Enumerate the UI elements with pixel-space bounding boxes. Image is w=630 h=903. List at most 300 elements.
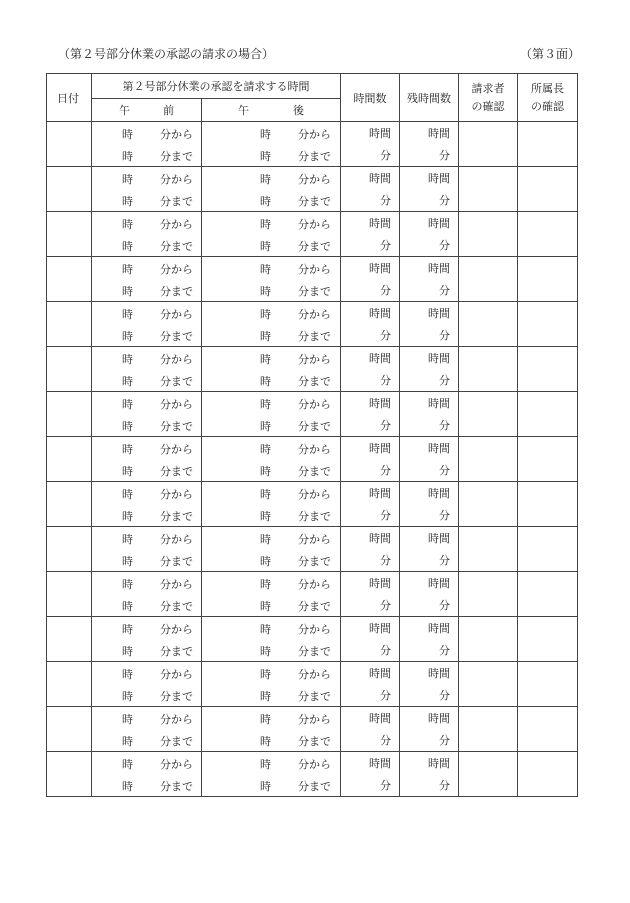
head-confirm-cell[interactable] xyxy=(518,167,578,212)
head-confirm-cell[interactable] xyxy=(518,257,578,302)
entry-row-from xyxy=(47,617,578,640)
pm-from-cell[interactable] xyxy=(202,482,341,505)
date-cell[interactable] xyxy=(47,392,92,437)
header-head-confirm-line2: の確認 xyxy=(531,99,564,113)
pm-from-cell[interactable] xyxy=(202,257,341,280)
pm-until-cell[interactable] xyxy=(202,459,341,482)
head-confirm-cell[interactable] xyxy=(518,122,578,167)
hours-cell[interactable]: 時間 xyxy=(341,707,400,730)
header-remaining: 残時間数 xyxy=(400,74,459,122)
entry-row-from xyxy=(47,527,578,550)
am-from-cell[interactable] xyxy=(92,527,202,550)
remaining-minutes-cell[interactable]: 分 xyxy=(400,234,459,257)
minutes-cell[interactable]: 分 xyxy=(341,324,400,347)
am-until-hour-label: 時 xyxy=(122,285,133,298)
requester-confirm-cell[interactable] xyxy=(459,572,518,617)
am-until-cell[interactable] xyxy=(92,594,202,617)
date-cell[interactable] xyxy=(47,257,92,302)
minutes-cell[interactable]: 分 xyxy=(341,504,400,527)
am-until-cell[interactable] xyxy=(92,684,202,707)
pm-from-cell[interactable] xyxy=(202,437,341,460)
remaining-minutes-cell[interactable]: 分 xyxy=(400,684,459,707)
pm-until-cell[interactable] xyxy=(202,549,341,572)
head-confirm-cell[interactable] xyxy=(518,302,578,347)
am-from-minute-label: 分から xyxy=(160,128,193,141)
pm-until-cell[interactable] xyxy=(202,189,341,212)
pm-from-minute-label: 分から xyxy=(298,488,331,501)
pm-until-hour-label: 時 xyxy=(260,465,271,478)
am-until-cell[interactable] xyxy=(92,144,202,167)
pm-until-cell[interactable] xyxy=(202,369,341,392)
pm-from-cell[interactable] xyxy=(202,167,341,190)
pm-until-hour-label: 時 xyxy=(260,555,271,568)
remaining-minutes-cell[interactable]: 分 xyxy=(400,729,459,752)
am-from-hour-label: 時 xyxy=(122,308,133,321)
remaining-minutes-cell[interactable]: 分 xyxy=(400,414,459,437)
date-cell[interactable] xyxy=(47,212,92,257)
date-cell[interactable] xyxy=(47,662,92,707)
am-from-cell[interactable] xyxy=(92,617,202,640)
hours-cell[interactable]: 時間 xyxy=(341,572,400,595)
pm-from-minute-label: 分から xyxy=(298,623,331,636)
hours-cell[interactable]: 時間 xyxy=(341,347,400,370)
am-until-minute-label: 分まで xyxy=(160,645,193,658)
am-until-hour-label: 時 xyxy=(122,465,133,478)
pm-until-hour-label: 時 xyxy=(260,600,271,613)
am-from-minute-label: 分から xyxy=(160,263,193,276)
am-from-minute-label: 分から xyxy=(160,443,193,456)
am-until-hour-label: 時 xyxy=(122,690,133,703)
minutes-cell[interactable]: 分 xyxy=(341,144,400,167)
header-pm: 午 後 xyxy=(202,99,341,122)
pm-from-minute-label: 分から xyxy=(298,218,331,231)
remaining-hours-cell[interactable]: 時間 xyxy=(400,662,459,685)
pm-until-cell[interactable] xyxy=(202,324,341,347)
date-cell[interactable] xyxy=(47,617,92,662)
pm-from-minute-label: 分から xyxy=(298,353,331,366)
hours-cell[interactable]: 時間 xyxy=(341,122,400,145)
head-confirm-cell[interactable] xyxy=(518,707,578,752)
header-requester-confirm-line2: の確認 xyxy=(471,99,505,113)
am-from-hour-label: 時 xyxy=(122,713,133,726)
pm-until-hour-label: 時 xyxy=(260,690,271,703)
requester-confirm-cell[interactable] xyxy=(459,347,518,392)
entry-row-from xyxy=(47,752,578,775)
requester-confirm-cell[interactable] xyxy=(459,662,518,707)
entry-row-from xyxy=(47,392,578,415)
head-confirm-cell[interactable] xyxy=(518,527,578,572)
pm-from-minute-label: 分から xyxy=(298,578,331,591)
am-until-minute-label: 分まで xyxy=(160,195,193,208)
am-from-hour-label: 時 xyxy=(122,758,133,771)
date-cell[interactable] xyxy=(47,527,92,572)
am-from-minute-label: 分から xyxy=(160,398,193,411)
remaining-minutes-cell[interactable]: 分 xyxy=(400,459,459,482)
minutes-cell[interactable]: 分 xyxy=(341,369,400,392)
pm-until-hour-label: 時 xyxy=(260,420,271,433)
remaining-hours-cell[interactable]: 時間 xyxy=(400,752,459,775)
pm-from-hour-label: 時 xyxy=(260,713,271,726)
pm-from-minute-label: 分から xyxy=(298,443,331,456)
am-from-cell[interactable] xyxy=(92,707,202,730)
pm-from-minute-label: 分から xyxy=(298,398,331,411)
pm-until-minute-label: 分まで xyxy=(298,375,331,388)
am-from-minute-label: 分から xyxy=(160,488,193,501)
am-until-cell[interactable] xyxy=(92,234,202,257)
requester-confirm-cell[interactable] xyxy=(459,302,518,347)
entry-row-from xyxy=(47,302,578,325)
am-until-cell[interactable] xyxy=(92,459,202,482)
am-until-hour-label: 時 xyxy=(122,240,133,253)
pm-until-hour-label: 時 xyxy=(260,645,271,658)
remaining-hours-cell[interactable]: 時間 xyxy=(400,527,459,550)
pm-from-minute-label: 分から xyxy=(298,263,331,276)
pm-from-minute-label: 分から xyxy=(298,758,331,771)
am-from-cell[interactable] xyxy=(92,572,202,595)
entry-row-from xyxy=(47,707,578,730)
pm-from-cell[interactable] xyxy=(202,122,341,145)
hours-cell[interactable]: 時間 xyxy=(341,482,400,505)
remaining-minutes-cell[interactable]: 分 xyxy=(400,144,459,167)
remaining-minutes-cell[interactable]: 分 xyxy=(400,594,459,617)
date-cell[interactable] xyxy=(47,302,92,347)
am-until-cell[interactable] xyxy=(92,504,202,527)
date-cell[interactable] xyxy=(47,707,92,752)
remaining-hours-cell[interactable]: 時間 xyxy=(400,482,459,505)
am-from-minute-label: 分から xyxy=(160,623,193,636)
am-until-minute-label: 分まで xyxy=(160,465,193,478)
am-from-cell[interactable] xyxy=(92,752,202,775)
requester-confirm-cell[interactable] xyxy=(459,617,518,662)
pm-from-cell[interactable] xyxy=(202,752,341,775)
pm-until-hour-label: 時 xyxy=(260,780,271,793)
am-from-cell[interactable] xyxy=(92,212,202,235)
entry-row-from xyxy=(47,212,578,235)
remaining-minutes-cell[interactable]: 分 xyxy=(400,504,459,527)
hours-cell[interactable]: 時間 xyxy=(341,212,400,235)
date-cell[interactable] xyxy=(47,572,92,617)
am-until-cell[interactable] xyxy=(92,324,202,347)
requester-confirm-cell[interactable] xyxy=(459,527,518,572)
pm-until-hour-label: 時 xyxy=(260,150,271,163)
remaining-hours-cell[interactable]: 時間 xyxy=(400,392,459,415)
pm-until-minute-label: 分まで xyxy=(298,555,331,568)
am-until-hour-label: 時 xyxy=(122,600,133,613)
header-hours: 時間数 xyxy=(341,74,400,122)
hours-cell[interactable]: 時間 xyxy=(341,392,400,415)
am-until-cell[interactable] xyxy=(92,279,202,302)
am-from-cell[interactable] xyxy=(92,302,202,325)
remaining-hours-cell[interactable]: 時間 xyxy=(400,302,459,325)
pm-from-hour-label: 時 xyxy=(260,578,271,591)
am-until-minute-label: 分まで xyxy=(160,420,193,433)
pm-until-hour-label: 時 xyxy=(260,510,271,523)
minutes-cell[interactable]: 分 xyxy=(341,279,400,302)
am-until-hour-label: 時 xyxy=(122,420,133,433)
pm-from-cell[interactable] xyxy=(202,302,341,325)
am-from-minute-label: 分から xyxy=(160,533,193,546)
head-confirm-cell[interactable] xyxy=(518,437,578,482)
am-until-minute-label: 分まで xyxy=(160,555,193,568)
date-cell[interactable] xyxy=(47,437,92,482)
am-from-hour-label: 時 xyxy=(122,263,133,276)
am-from-minute-label: 分から xyxy=(160,713,193,726)
entry-row-from xyxy=(47,662,578,685)
pm-until-minute-label: 分まで xyxy=(298,510,331,523)
head-confirm-cell[interactable] xyxy=(518,212,578,257)
pm-from-cell[interactable] xyxy=(202,707,341,730)
am-until-hour-label: 時 xyxy=(122,150,133,163)
header-am: 午 前 xyxy=(92,99,202,122)
pm-until-hour-label: 時 xyxy=(260,285,271,298)
pm-from-hour-label: 時 xyxy=(260,623,271,636)
hours-cell[interactable]: 時間 xyxy=(341,527,400,550)
entry-rows xyxy=(47,122,578,797)
remaining-minutes-cell[interactable]: 分 xyxy=(400,189,459,212)
am-until-minute-label: 分まで xyxy=(160,240,193,253)
header-requester-confirm xyxy=(459,74,518,122)
am-from-cell[interactable] xyxy=(92,167,202,190)
entry-row-from xyxy=(47,122,578,145)
pm-until-minute-label: 分まで xyxy=(298,330,331,343)
pm-until-hour-label: 時 xyxy=(260,375,271,388)
am-from-hour-label: 時 xyxy=(122,128,133,141)
am-from-minute-label: 分から xyxy=(160,668,193,681)
minutes-cell[interactable]: 分 xyxy=(341,549,400,572)
pm-from-cell[interactable] xyxy=(202,662,341,685)
minutes-cell[interactable]: 分 xyxy=(341,774,400,797)
remaining-minutes-cell[interactable]: 分 xyxy=(400,774,459,797)
pm-from-minute-label: 分から xyxy=(298,173,331,186)
hours-cell[interactable]: 時間 xyxy=(341,167,400,190)
minutes-cell[interactable]: 分 xyxy=(341,459,400,482)
request-table xyxy=(46,73,578,797)
minutes-cell[interactable]: 分 xyxy=(341,189,400,212)
pm-until-cell[interactable] xyxy=(202,594,341,617)
pm-until-minute-label: 分まで xyxy=(298,150,331,163)
form-title: （第２号部分休業の承認の請求の場合） xyxy=(58,47,275,61)
head-confirm-cell[interactable] xyxy=(518,482,578,527)
am-until-minute-label: 分まで xyxy=(160,600,193,613)
minutes-cell[interactable]: 分 xyxy=(341,684,400,707)
am-from-minute-label: 分から xyxy=(160,758,193,771)
pm-until-minute-label: 分まで xyxy=(298,600,331,613)
head-confirm-cell[interactable] xyxy=(518,392,578,437)
header-date: 日付 xyxy=(47,74,92,122)
pm-from-minute-label: 分から xyxy=(298,533,331,546)
requester-confirm-cell[interactable] xyxy=(459,437,518,482)
am-from-minute-label: 分から xyxy=(160,353,193,366)
entry-row-from xyxy=(47,167,578,190)
head-confirm-cell[interactable] xyxy=(518,572,578,617)
remaining-hours-cell[interactable]: 時間 xyxy=(400,167,459,190)
minutes-cell[interactable]: 分 xyxy=(341,594,400,617)
pm-until-minute-label: 分まで xyxy=(298,645,331,658)
am-from-minute-label: 分から xyxy=(160,218,193,231)
hours-cell[interactable]: 時間 xyxy=(341,302,400,325)
pm-from-hour-label: 時 xyxy=(260,308,271,321)
pm-from-minute-label: 分から xyxy=(298,668,331,681)
pm-from-hour-label: 時 xyxy=(260,443,271,456)
header-request-time: 第２号部分休業の承認を請求する時間 xyxy=(92,74,341,99)
pm-from-cell[interactable] xyxy=(202,392,341,415)
am-from-hour-label: 時 xyxy=(122,398,133,411)
pm-from-hour-label: 時 xyxy=(260,398,271,411)
date-cell[interactable] xyxy=(47,752,92,797)
remaining-minutes-cell[interactable]: 分 xyxy=(400,279,459,302)
pm-from-cell[interactable] xyxy=(202,617,341,640)
pm-from-hour-label: 時 xyxy=(260,488,271,501)
am-from-hour-label: 時 xyxy=(122,488,133,501)
remaining-hours-cell[interactable]: 時間 xyxy=(400,212,459,235)
pm-from-cell[interactable] xyxy=(202,212,341,235)
am-until-hour-label: 時 xyxy=(122,780,133,793)
am-until-cell[interactable] xyxy=(92,639,202,662)
minutes-cell[interactable]: 分 xyxy=(341,414,400,437)
date-cell[interactable] xyxy=(47,482,92,527)
pm-until-minute-label: 分まで xyxy=(298,420,331,433)
remaining-hours-cell[interactable]: 時間 xyxy=(400,437,459,460)
am-until-minute-label: 分まで xyxy=(160,285,193,298)
pm-until-cell[interactable] xyxy=(202,279,341,302)
pm-until-minute-label: 分まで xyxy=(298,195,331,208)
am-from-cell[interactable] xyxy=(92,347,202,370)
am-from-cell[interactable] xyxy=(92,437,202,460)
header-requester-confirm-line1: 請求者 xyxy=(471,81,505,95)
am-until-hour-label: 時 xyxy=(122,330,133,343)
pm-until-minute-label: 分まで xyxy=(298,240,331,253)
pm-from-cell[interactable] xyxy=(202,347,341,370)
pm-until-cell[interactable] xyxy=(202,234,341,257)
pm-until-hour-label: 時 xyxy=(260,735,271,748)
hours-cell[interactable]: 時間 xyxy=(341,437,400,460)
header-head-confirm xyxy=(518,74,578,122)
hours-cell[interactable]: 時間 xyxy=(341,257,400,280)
am-from-cell[interactable] xyxy=(92,662,202,685)
pm-until-cell[interactable] xyxy=(202,144,341,167)
am-until-cell[interactable] xyxy=(92,549,202,572)
am-until-cell[interactable] xyxy=(92,774,202,797)
pm-from-hour-label: 時 xyxy=(260,173,271,186)
page-label: （第３面） xyxy=(520,47,581,61)
am-until-minute-label: 分まで xyxy=(160,735,193,748)
pm-until-minute-label: 分まで xyxy=(298,465,331,478)
date-cell[interactable] xyxy=(47,167,92,212)
am-from-cell[interactable] xyxy=(92,257,202,280)
pm-until-minute-label: 分まで xyxy=(298,285,331,298)
date-cell[interactable] xyxy=(47,122,92,167)
am-until-minute-label: 分まで xyxy=(160,690,193,703)
entry-row-from xyxy=(47,482,578,505)
pm-until-cell[interactable] xyxy=(202,774,341,797)
remaining-hours-cell[interactable]: 時間 xyxy=(400,257,459,280)
head-confirm-cell[interactable] xyxy=(518,752,578,797)
remaining-hours-cell[interactable]: 時間 xyxy=(400,572,459,595)
header-head-confirm-line1: 所属長 xyxy=(531,81,564,95)
am-from-minute-label: 分から xyxy=(160,308,193,321)
am-from-hour-label: 時 xyxy=(122,623,133,636)
entry-row-from xyxy=(47,437,578,460)
am-until-cell[interactable] xyxy=(92,729,202,752)
head-confirm-cell[interactable] xyxy=(518,347,578,392)
am-until-minute-label: 分まで xyxy=(160,510,193,523)
pm-until-cell[interactable] xyxy=(202,639,341,662)
am-until-hour-label: 時 xyxy=(122,195,133,208)
remaining-hours-cell[interactable]: 時間 xyxy=(400,707,459,730)
pm-until-cell[interactable] xyxy=(202,504,341,527)
am-until-cell[interactable] xyxy=(92,369,202,392)
am-until-hour-label: 時 xyxy=(122,645,133,658)
pm-until-minute-label: 分まで xyxy=(298,690,331,703)
am-from-minute-label: 分から xyxy=(160,578,193,591)
am-from-cell[interactable] xyxy=(92,392,202,415)
remaining-hours-cell[interactable]: 時間 xyxy=(400,347,459,370)
minutes-cell[interactable]: 分 xyxy=(341,234,400,257)
minutes-cell[interactable]: 分 xyxy=(341,729,400,752)
pm-until-hour-label: 時 xyxy=(260,240,271,253)
minutes-cell[interactable]: 分 xyxy=(341,639,400,662)
requester-confirm-cell[interactable] xyxy=(459,212,518,257)
requester-confirm-cell[interactable] xyxy=(459,392,518,437)
pm-until-hour-label: 時 xyxy=(260,330,271,343)
requester-confirm-cell[interactable] xyxy=(459,752,518,797)
am-from-minute-label: 分から xyxy=(160,173,193,186)
am-until-cell[interactable] xyxy=(92,414,202,437)
am-from-cell[interactable] xyxy=(92,482,202,505)
am-until-hour-label: 時 xyxy=(122,555,133,568)
head-confirm-cell[interactable] xyxy=(518,662,578,707)
am-from-hour-label: 時 xyxy=(122,218,133,231)
am-from-hour-label: 時 xyxy=(122,533,133,546)
pm-from-cell[interactable] xyxy=(202,572,341,595)
requester-confirm-cell[interactable] xyxy=(459,122,518,167)
pm-from-cell[interactable] xyxy=(202,527,341,550)
pm-until-cell[interactable] xyxy=(202,684,341,707)
remaining-minutes-cell[interactable]: 分 xyxy=(400,549,459,572)
am-from-hour-label: 時 xyxy=(122,578,133,591)
am-until-hour-label: 時 xyxy=(122,735,133,748)
requester-confirm-cell[interactable] xyxy=(459,707,518,752)
requester-confirm-cell[interactable] xyxy=(459,257,518,302)
am-from-hour-label: 時 xyxy=(122,443,133,456)
requester-confirm-cell[interactable] xyxy=(459,167,518,212)
pm-from-minute-label: 分から xyxy=(298,128,331,141)
head-confirm-cell[interactable] xyxy=(518,617,578,662)
hours-cell[interactable]: 時間 xyxy=(341,752,400,775)
remaining-hours-cell[interactable]: 時間 xyxy=(400,122,459,145)
remaining-hours-cell[interactable]: 時間 xyxy=(400,617,459,640)
hours-cell[interactable]: 時間 xyxy=(341,662,400,685)
am-until-minute-label: 分まで xyxy=(160,330,193,343)
entry-row-from xyxy=(47,572,578,595)
am-until-minute-label: 分まで xyxy=(160,375,193,388)
am-until-minute-label: 分まで xyxy=(160,780,193,793)
hours-cell[interactable]: 時間 xyxy=(341,617,400,640)
remaining-minutes-cell[interactable]: 分 xyxy=(400,369,459,392)
remaining-minutes-cell[interactable]: 分 xyxy=(400,639,459,662)
date-cell[interactable] xyxy=(47,347,92,392)
requester-confirm-cell[interactable] xyxy=(459,482,518,527)
pm-until-cell[interactable] xyxy=(202,414,341,437)
am-until-minute-label: 分まで xyxy=(160,150,193,163)
am-until-hour-label: 時 xyxy=(122,375,133,388)
pm-until-cell[interactable] xyxy=(202,729,341,752)
am-until-cell[interactable] xyxy=(92,189,202,212)
pm-until-minute-label: 分まで xyxy=(298,735,331,748)
pm-from-hour-label: 時 xyxy=(260,263,271,276)
remaining-minutes-cell[interactable]: 分 xyxy=(400,324,459,347)
am-from-cell[interactable] xyxy=(92,122,202,145)
